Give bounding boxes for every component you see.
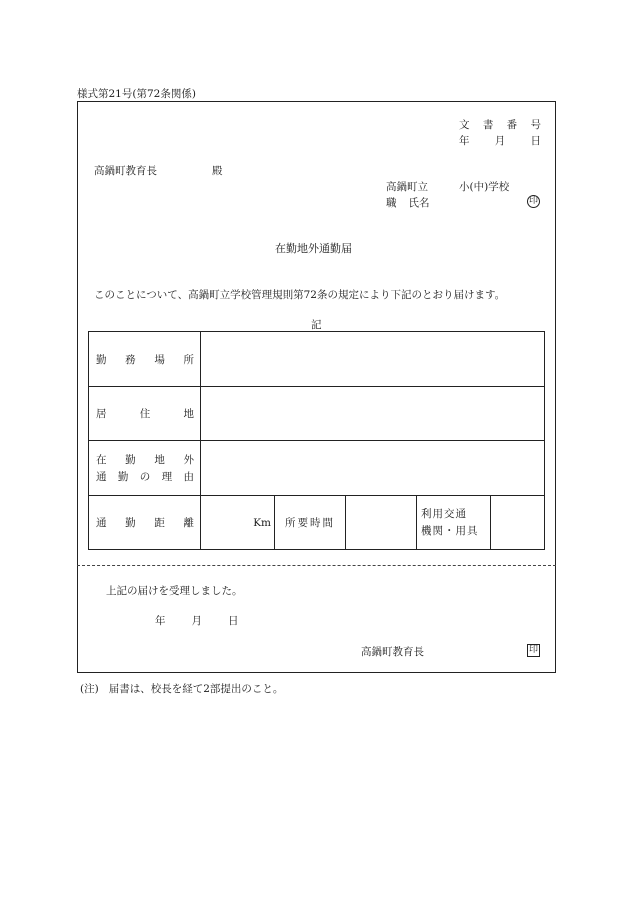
label-char: 勤	[125, 454, 136, 466]
addressee-name: 高鍋町教育長	[94, 165, 157, 177]
label-char: 地	[183, 408, 194, 420]
seal-mark: 印	[528, 645, 538, 655]
label-char: 距	[154, 517, 165, 529]
required-time-field[interactable]	[346, 496, 417, 550]
reason-field[interactable]	[201, 441, 545, 496]
residence-label	[89, 387, 201, 441]
document-date-label	[459, 133, 541, 148]
work-place-field[interactable]	[201, 332, 545, 387]
label-char: 地	[154, 454, 165, 466]
ki-label: 記	[311, 319, 322, 331]
transport-field[interactable]	[491, 496, 545, 550]
school-suffix: 小(中)学校	[459, 181, 510, 193]
table-row	[89, 332, 545, 387]
label-char: 所	[183, 353, 194, 366]
position-name-label	[386, 195, 430, 210]
doc-number-char: 号	[530, 119, 541, 131]
label-char: 由	[183, 471, 194, 483]
document-number-label	[459, 117, 541, 132]
label-char: 通	[96, 517, 107, 529]
date-year: 年	[459, 135, 470, 147]
school-prefix: 高鍋町立	[386, 181, 428, 193]
label-char: 外	[183, 454, 194, 466]
acceptance-year: 年	[155, 615, 166, 627]
label-char: 務	[125, 353, 136, 366]
name-label: 氏名	[408, 197, 430, 209]
transport-label-line2: 機関・用具	[421, 524, 479, 537]
work-place-label	[89, 332, 201, 387]
distance-field[interactable]	[201, 496, 275, 550]
label-char: 在	[96, 454, 107, 466]
dashed-separator	[77, 565, 556, 566]
addressee-honorific: 殿	[212, 165, 223, 177]
label-char: 住	[139, 408, 151, 420]
commute-distance-label	[89, 496, 201, 550]
doc-number-char: 書	[482, 119, 494, 131]
label-char: の	[139, 471, 151, 483]
date-day: 日	[530, 135, 541, 147]
acceptance-month: 月	[191, 615, 202, 627]
label-char: 居	[96, 408, 107, 420]
transport-label-line1: 利用交通	[421, 507, 467, 520]
doc-number-char: 文	[459, 119, 470, 131]
km-unit: Km	[253, 516, 271, 529]
reason-label	[89, 441, 201, 496]
label-char: 勤	[117, 471, 129, 483]
doc-number-char: 番	[506, 119, 518, 131]
form-title: 在勤地外通勤届	[275, 242, 352, 255]
required-time-label: 所要時間	[275, 496, 346, 550]
label-char: 通	[96, 471, 107, 483]
label-char: 場	[154, 353, 165, 366]
label-char: 理	[161, 471, 173, 483]
transport-label	[417, 496, 491, 550]
sender-seal-icon	[527, 194, 540, 208]
date-month: 月	[494, 135, 506, 147]
footnote-label: (注)	[80, 683, 99, 695]
table-row	[89, 441, 545, 496]
label-char: 勤	[125, 517, 136, 529]
seal-mark: 印	[528, 196, 538, 206]
acceptance-date	[155, 613, 239, 628]
table-row	[89, 387, 545, 441]
footnote-text: 届書は、校長を経て2部提出のこと。	[108, 683, 284, 695]
residence-field[interactable]	[201, 387, 545, 441]
label-char: 離	[183, 517, 194, 529]
acceptance-seal-icon	[527, 643, 540, 657]
body-text: このことについて、高鍋町立学校管理規則第72条の規定により下記のとおり届けます。	[94, 289, 506, 301]
position-char: 職	[386, 197, 397, 209]
acceptance-day: 日	[228, 615, 239, 627]
acceptance-text: 上記の届けを受理しました。	[106, 585, 243, 597]
table-row	[89, 496, 545, 550]
label-char: 勤	[96, 353, 107, 366]
acceptance-signer: 高鍋町教育長	[361, 646, 424, 658]
details-table	[88, 331, 545, 550]
footnote	[80, 681, 283, 696]
form-number-note: 様式第21号(第72条関係)	[77, 88, 196, 100]
